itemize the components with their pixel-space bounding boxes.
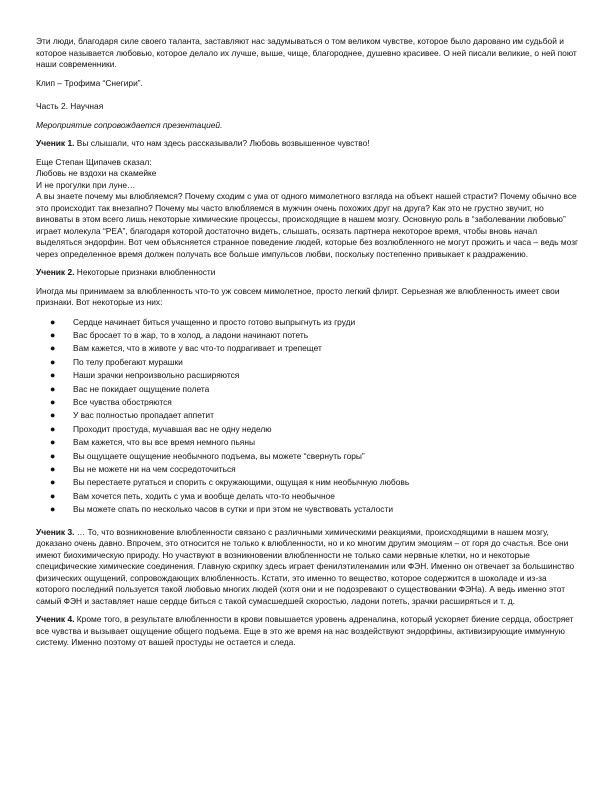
intro-paragraph: Эти люди, благодаря силе своего таланта, заставляют нас задумываться о том великом чувстве, которое было дарованo им судьбой и которое называется любовью, которое делало их лучше, выше, чище, благороднее, душевно красивее. О ней писали великие, о ней поют наши современники. xyxy=(36,36,577,69)
list-item-text: Все чувства обостряются xyxy=(73,396,172,407)
list-item xyxy=(50,409,581,422)
poem-line: Еще Степан Щипачев сказал: xyxy=(36,156,152,167)
list-item xyxy=(50,316,581,329)
list-item xyxy=(50,383,581,396)
list-item xyxy=(50,476,581,489)
bullet-dot-icon: ● xyxy=(50,450,56,461)
bullet-dot-icon: ● xyxy=(50,423,56,434)
list-item xyxy=(50,450,581,463)
list-item-text: Наши зрачки непроизвольно расширяются xyxy=(73,370,240,381)
poem-line: И не прогулки при луне… xyxy=(36,179,136,190)
bullet-dot-icon: ● xyxy=(50,504,56,515)
bullet-dot-icon: ● xyxy=(50,437,56,448)
student2-label: Ученик 2. xyxy=(36,267,75,277)
student2-text: Некоторые признаки влюбленности xyxy=(74,267,216,277)
list-item xyxy=(50,356,581,369)
list-item-text: Вы ощущаете ощущение необычного подъема, вы можете “свернуть горы” xyxy=(73,450,365,461)
list-item-text: Вас не покидает ощущение полета xyxy=(73,383,210,394)
student1-intro xyxy=(36,138,581,150)
bullet-dot-icon: ● xyxy=(50,410,56,421)
student1-speech xyxy=(36,157,581,261)
bullet-dot-icon: ● xyxy=(50,477,56,488)
bullet-dot-icon: ● xyxy=(50,396,56,407)
list-item xyxy=(50,436,581,449)
bullet-dot-icon: ● xyxy=(50,356,56,367)
student4-label: Ученик 4. xyxy=(36,614,75,625)
list-item-text: Проходит простуда, мучавшая вас не одну неделю xyxy=(73,423,272,434)
list-item-text: Вы не можете ни на чем сосредоточиться xyxy=(73,463,236,474)
list-item xyxy=(50,342,581,355)
bullet-dot-icon: ● xyxy=(50,490,56,501)
bullet-dot-icon: ● xyxy=(50,329,56,340)
student1-text: Вы слышали, что нам здесь рассказывали? Любовь возвышенное чувство! xyxy=(74,138,370,148)
list-item xyxy=(50,329,581,342)
bullet-dot-icon: ● xyxy=(50,383,56,394)
clip-line: Клип – Трофима “Снегири”. xyxy=(36,77,143,88)
list-item xyxy=(50,369,581,382)
list-item-text: Вы можете спать по несколько часов в сутки и при этом не чувствовать усталости xyxy=(73,504,393,515)
list-item-text: Вы перестаете ругаться и спорить с окружающими, ощущая к ним необычную любовь xyxy=(73,477,410,488)
bullet-dot-icon: ● xyxy=(50,370,56,381)
list-item xyxy=(50,396,581,409)
list-item xyxy=(50,463,581,476)
student3-label: Ученик 3. xyxy=(36,526,75,537)
bullet-dot-icon: ● xyxy=(50,343,56,354)
student4-paragraph xyxy=(36,614,581,649)
document-page xyxy=(36,36,581,656)
student1-label: Ученик 1. xyxy=(36,138,75,148)
student1-body: А вы знаете почему мы влюбляемся? Почему сходим с ума от одного мимолетного взгляда на объект нашей страсти? Почему обычно все это происходит так внезапно? Почему мы часто влюбляемся в мужчин очень похожих друг на друга? Как это не грустно звучит, но виноваты в этом всего лишь некоторые химические процессы, происходящие в нашем мозгу. Основную роль в “заболевании любовью” играет молекула “PEA”, благодаря которой достаточно видеть, слышать, осязать партнера некоторое время, чтобы вновь начал выделяться эндорфин. Вот чем объясняется странное поведение людей, которые без возлюбленного не могут прожить и часа – ведь мозг через определенное время должен получать все больше импульсов любви, поскольку постепенно привыкает к раздражению. xyxy=(36,191,579,259)
part-title: Часть 2. Научная xyxy=(36,101,104,111)
student3-paragraph xyxy=(36,527,581,608)
list-item-text: Сердце начинает биться учащенно и просто готово выпрыгнуть из груди xyxy=(73,316,356,327)
bullet-dot-icon: ● xyxy=(50,316,56,327)
poem-line: Любовь не вздохи на скамейке xyxy=(36,168,157,178)
list-item xyxy=(50,423,581,436)
student4-text: Кроме того, в результате влюбленности в крови повышается уровень адреналина, который ускоряет биение сердца, обостряет все чувства и вызывает ощущение общего подъема. Еще в это же время на нас воздействуют эндорфины, активизирующие иммунную систему. Именно поэтому от вашей простуды не остается и следа. xyxy=(36,614,574,648)
list-item-text: У вас полностью пропадает аппетит xyxy=(73,410,214,421)
student3-text: … То, что возникновение влюбленности связано с различными химическими реакциями, происходящими в нашем мозгу, доказано очень давно. Впрочем, это относится не только к влюбленности, но и ко многим другим эмоциям – от горя до счастья. Все они имеют биохимическую природу. Но участвуют в возникновении влюбленности не только сами нервные клетки, но и некоторые специфические химические соединения. Главную скрипку здесь играет фенилэтиленамин или ФЭН. Именно он отвечает за большинство физических ощущений, сопровождающих влюбленность. Кстати, это именно то вещество, которое содержится в шоколаде и из-за которого последний пользуется такой любовью многих людей (хотя они и не подозревают о существовании ФЭНа). А ведь именно этот самый ФЭН и заставляет наше сердце биться с такой сумасшедшей скоростью, ладони потеть, зрачки расширяться и т. д. xyxy=(36,526,575,606)
bullet-dot-icon: ● xyxy=(50,463,56,474)
list-item-text: Вам кажется, что вы все время немного пьяны xyxy=(73,437,255,448)
presentation-note: Мероприятие сопровождается презентацией. xyxy=(36,119,223,130)
list-item-text: Вас бросает то в жар, то в холод, а ладони начинают потеть xyxy=(73,329,309,340)
student2-body: Иногда мы принимаем за влюбленность что-то уж совсем мимолетное, просто легкий флирт. Серьезная же влюбленность имеет свои признаки. Вот некоторые из них: xyxy=(36,285,560,307)
list-item-text: Вам кажется, что в животе у вас что-то подрагивает и трепещет xyxy=(73,343,322,354)
list-item-text: По телу пробегают мурашки xyxy=(73,356,183,367)
list-item xyxy=(50,503,581,516)
signs-list xyxy=(36,316,581,517)
student2-intro xyxy=(36,267,581,279)
list-item-text: Вам хочется петь, ходить с ума и вообще делать что-то необычное xyxy=(73,490,335,501)
list-item xyxy=(50,490,581,503)
